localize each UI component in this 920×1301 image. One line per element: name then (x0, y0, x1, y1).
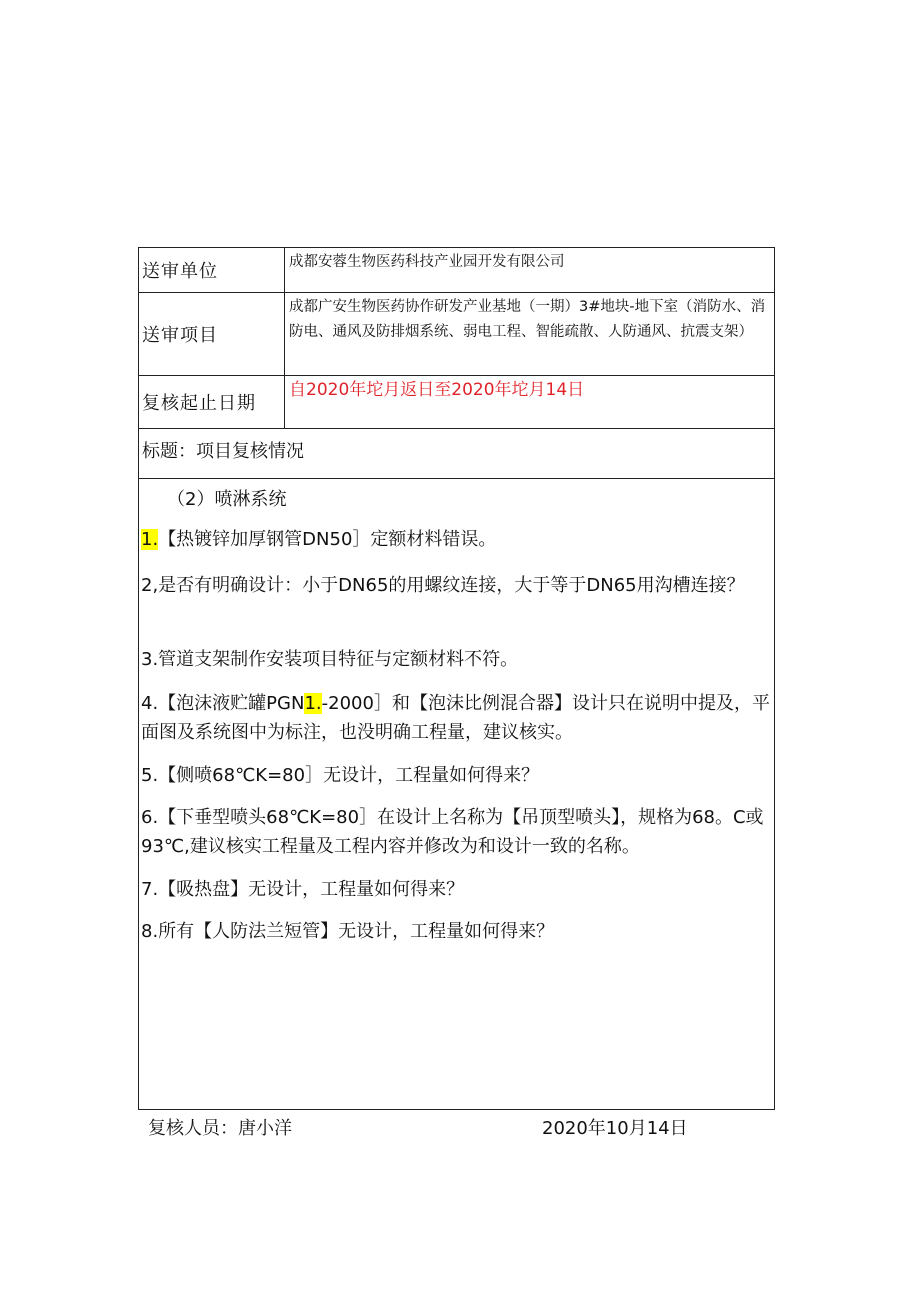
project-value: 成都广安生物医药协作研发产业基地（一期）3#地块-地下室（消防水、消防电、通风及防排烟系统、弱电工程、智能疏散、人防通风、抗震支架） (289, 299, 766, 340)
unit-label: 送审单位 (139, 248, 285, 292)
project-row (139, 293, 774, 376)
item-text-pre: 4.【泡沫液贮罐PGN (141, 693, 305, 714)
list-item: 8.所有【人防法兰短管】无设计，工程量如何得来？ (141, 921, 555, 942)
list-item: 7.【吸热盘】无设计，工程量如何得来？ (141, 879, 465, 900)
project-label: 送审项目 (139, 293, 285, 375)
reviewer: 复核人员：唐小洋 (148, 1118, 292, 1139)
list-item: 2,是否有明确设计：小于DN65的用螺纹连接，大于等于DN65用沟槽连接？ (141, 575, 745, 596)
date-label: 复核起止日期 (139, 376, 285, 428)
title-row (139, 429, 774, 479)
unit-row (139, 248, 774, 293)
review-form (138, 247, 775, 1110)
list-item: 6.【下垂型喷头68℃K=80］在设计上名称为【吊顶型喷头】，规格为68。C或93℃,建议核实工程量及工程内容并修改为和设计一致的名称。 (141, 807, 764, 857)
date-row (139, 376, 774, 429)
item-text: 【热镀锌加厚钢管DN50］定额材料错误。 (158, 529, 497, 550)
list-item: 5.【侧喷68℃K=80］无设计，工程量如何得来？ (141, 765, 540, 786)
unit-value: 成都安蓉生物医药科技产业园开发有限公司 (289, 254, 565, 270)
list-item (141, 525, 770, 554)
item-text-post: -2000］和【泡沫比例混合器】设计只在说明中提及，平面图及系统图中为标注，也没明确工程量，建议核实。 (141, 693, 770, 743)
review-content (139, 479, 774, 1109)
list-item (141, 689, 770, 747)
list-item: 3.管道支架制作安装项目特征与定额材料不符。 (141, 649, 519, 670)
footer-date: 2020年10月14日 (542, 1118, 688, 1139)
date-value: 自2020年坨月返日至2020年坨月14日 (289, 380, 585, 400)
section-title: 标题：项目复核情况 (142, 441, 304, 462)
subtitle: （2）喷淋系统 (167, 489, 287, 510)
highlight-number: 1. (304, 693, 322, 714)
highlight-number: 1. (141, 529, 159, 550)
